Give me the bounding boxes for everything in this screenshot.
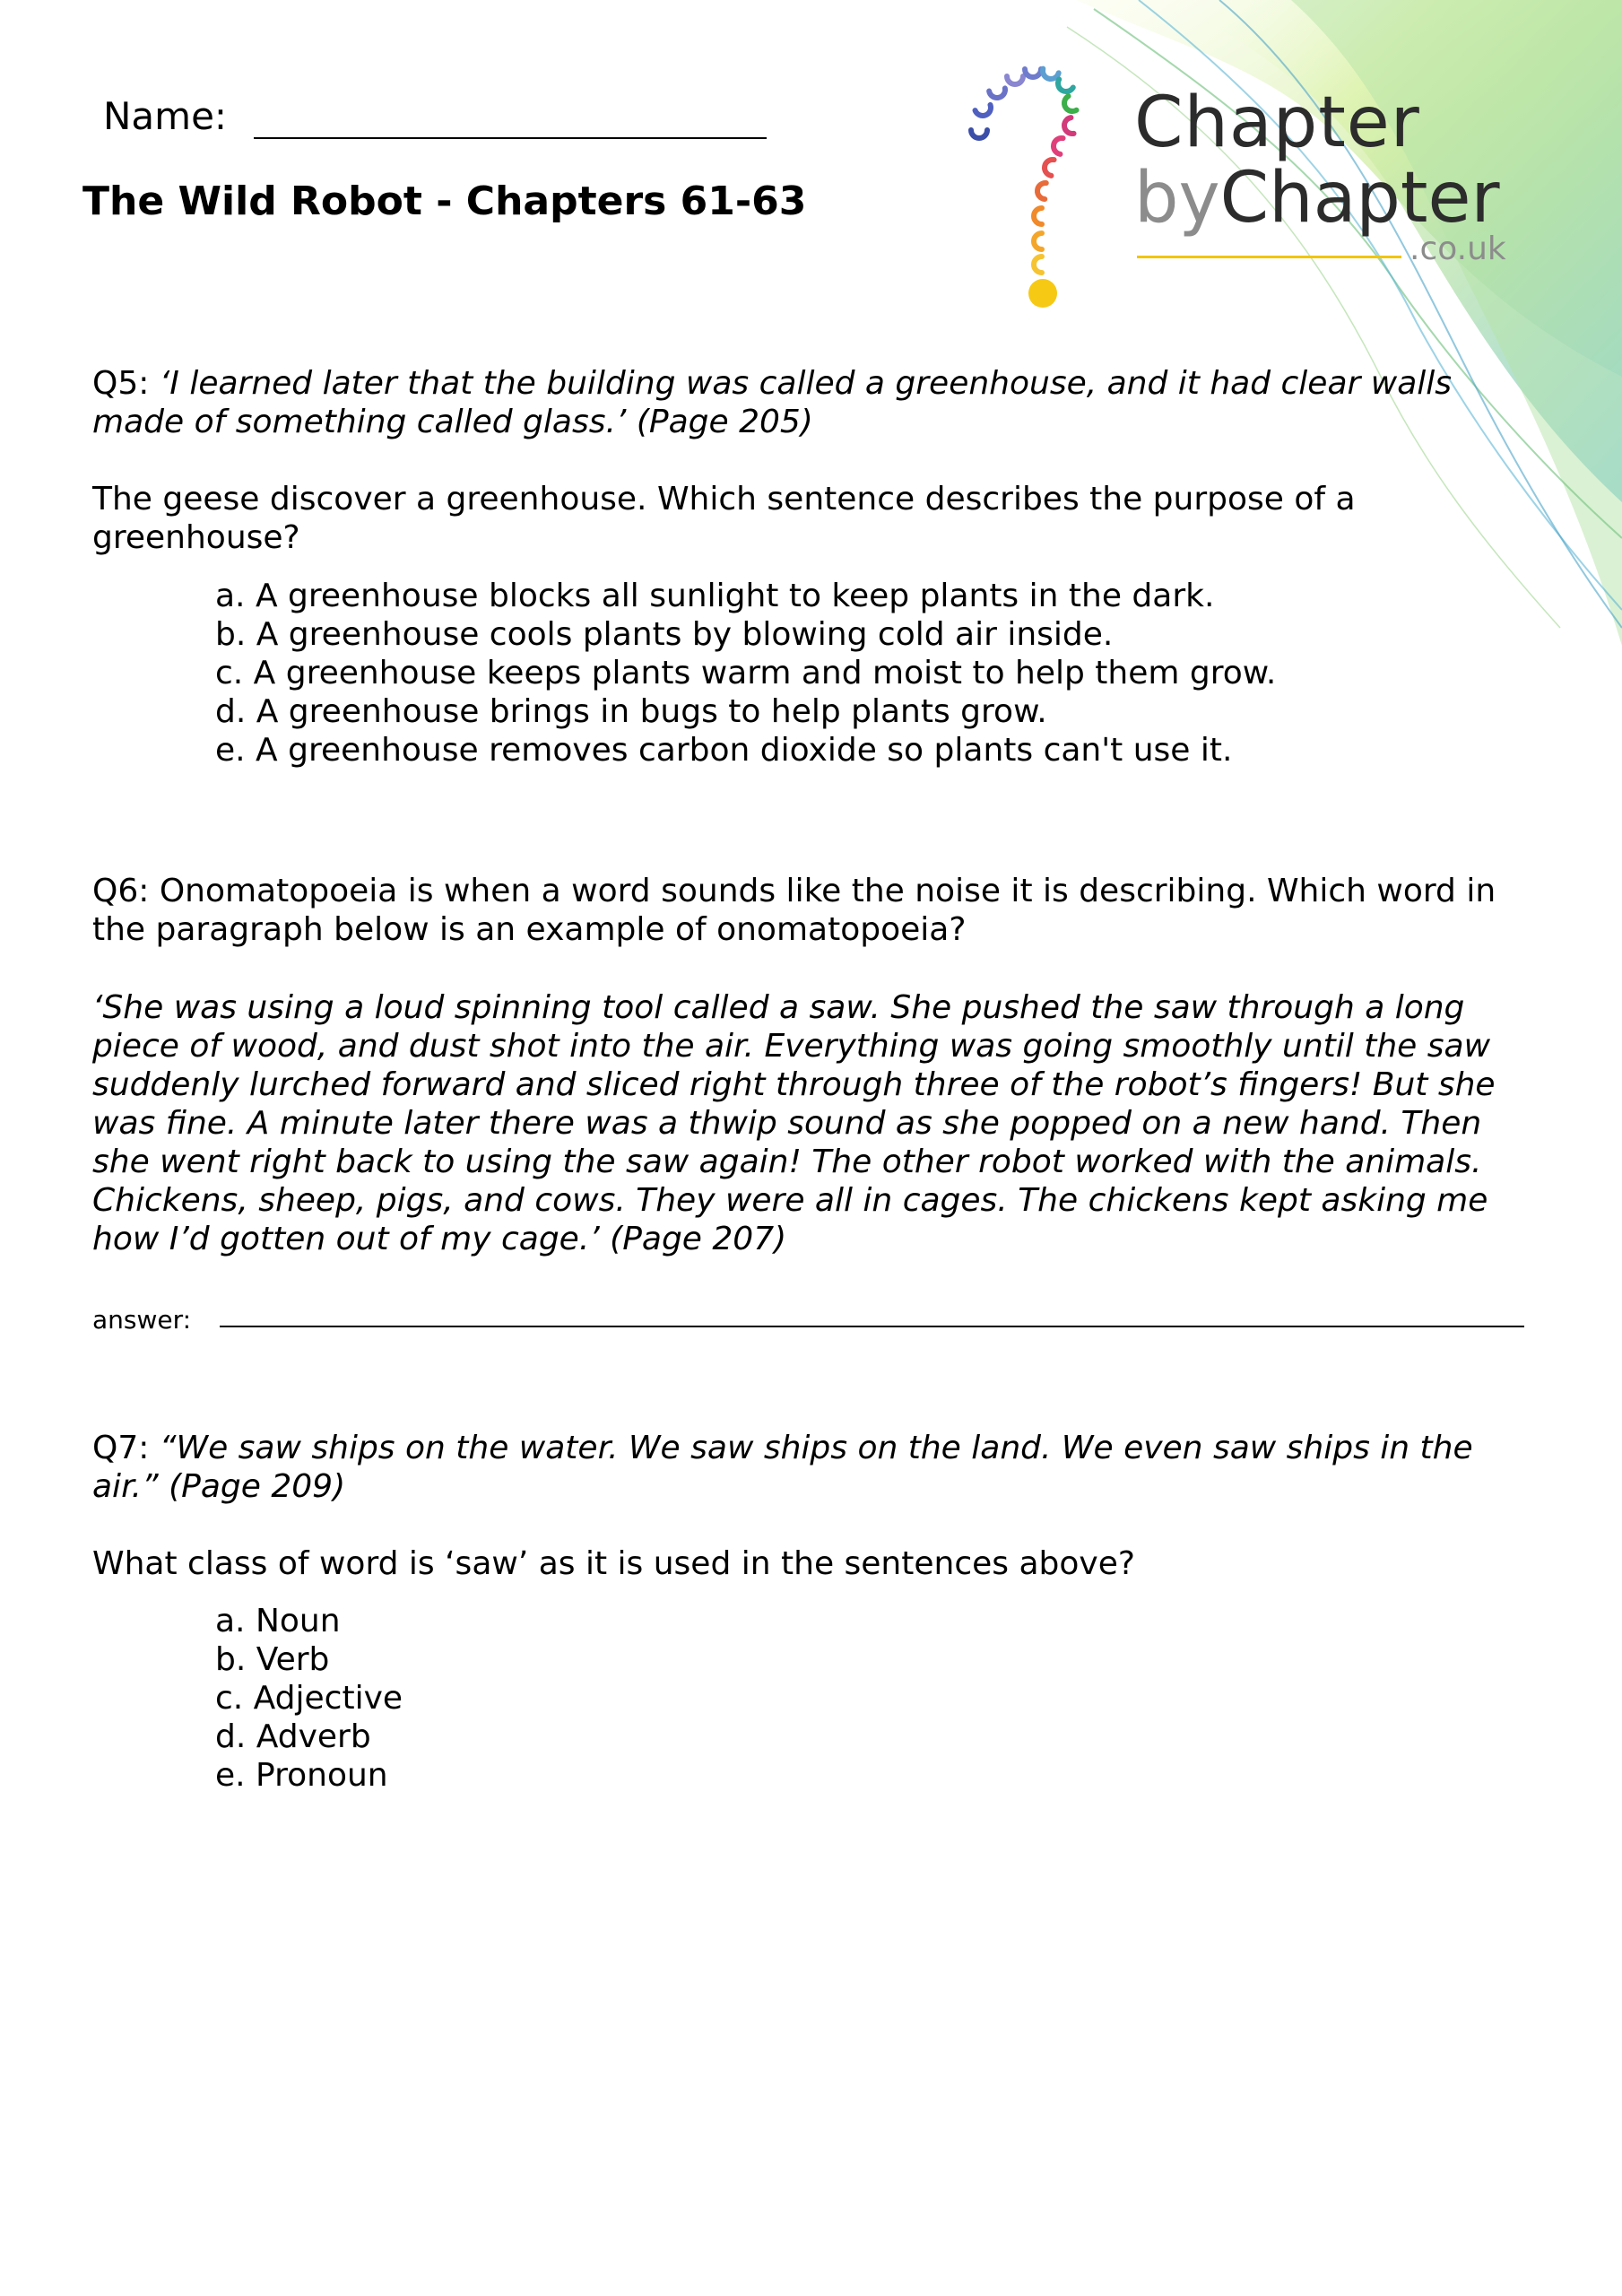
q5-option-e[interactable]: e. A greenhouse removes carbon dioxide so plants can't use it. <box>215 732 1233 769</box>
q6-passage-block <box>92 988 1536 1258</box>
logo-question-mark-icon <box>964 49 1125 318</box>
q7-quote-line <box>92 1429 1536 1506</box>
q5-prompt-block <box>92 480 1536 557</box>
name-field-line[interactable] <box>254 137 767 139</box>
q5-option-c[interactable]: c. A greenhouse keeps plants warm and moist to help them grow. <box>215 655 1277 691</box>
q5-prompt: The geese discover a greenhouse. Which sentence describes the purpose of a greenhouse? <box>92 481 1356 556</box>
logo-text-by: by <box>1134 158 1220 239</box>
q5-number: Q5: <box>92 365 150 402</box>
logo-underline <box>1137 256 1401 258</box>
question-5 <box>92 364 1536 441</box>
q6-passage: ‘She was using a loud spinning tool called a saw. She pushed the saw through a long piece of wood, and dust shot into the air. Everything was going smoothly until the saw suddenly lurched forward and sliced right through three of the robot’s fingers! But she was fine. A minute later there was a thwip sound as she popped on a new hand. Then she went right back to using the saw again! The other robot worked with the animals. Chickens, sheep, pigs, and cows. They were all in cages. The chickens kept asking me how I’d gotten out of my cage.’ (Page 207) <box>92 989 1496 1257</box>
q5-quote: ‘I learned later that the building was called a greenhouse, and it had clear walls made of something called glass.’ (Page 205) <box>92 365 1453 440</box>
logo-text-chapter-2: Chapter <box>1219 158 1500 239</box>
name-label: Name: <box>103 94 228 138</box>
q7-option-b[interactable]: b. Verb <box>215 1641 330 1678</box>
logo-text-chapter: Chapter <box>1134 83 1420 163</box>
q5-option-d[interactable]: d. A greenhouse brings in bugs to help plants grow. <box>215 693 1047 730</box>
question-6 <box>92 872 1536 949</box>
logo-domain: .co.uk <box>1409 230 1506 267</box>
q7-quote: “We saw ships on the water. We saw ships on the land. We even saw ships in the air.” (Page 209) <box>92 1430 1473 1505</box>
question-7 <box>92 1429 1536 1506</box>
worksheet-title: The Wild Robot - Chapters 61-63 <box>82 178 807 224</box>
q7-options <box>215 1602 403 1795</box>
answer-field-line[interactable] <box>220 1326 1524 1327</box>
q5-option-b[interactable]: b. A greenhouse cools plants by blowing cold air inside. <box>215 616 1114 653</box>
logo-text-bychapter <box>1134 158 1500 239</box>
q5-option-a[interactable]: a. A greenhouse blocks all sunlight to keep plants in the dark. <box>215 578 1215 614</box>
q6-prompt: Q6: Onomatopoeia is when a word sounds like the noise it is describing. Which word in the paragraph below is an example of onomatopoeia? <box>92 873 1496 948</box>
q7-option-a[interactable]: a. Noun <box>215 1603 341 1639</box>
q7-option-e[interactable]: e. Pronoun <box>215 1757 388 1794</box>
q7-option-c[interactable]: c. Adjective <box>215 1680 403 1717</box>
q7-prompt: What class of word is ‘saw’ as it is used in the sentences above? <box>92 1545 1135 1582</box>
q7-prompt-block <box>92 1544 1536 1583</box>
answer-label: answer: <box>92 1305 192 1335</box>
q7-option-d[interactable]: d. Adverb <box>215 1718 371 1755</box>
q5-options <box>215 577 1276 770</box>
q5-quote-line <box>92 364 1536 441</box>
q7-number: Q7: <box>92 1430 150 1466</box>
